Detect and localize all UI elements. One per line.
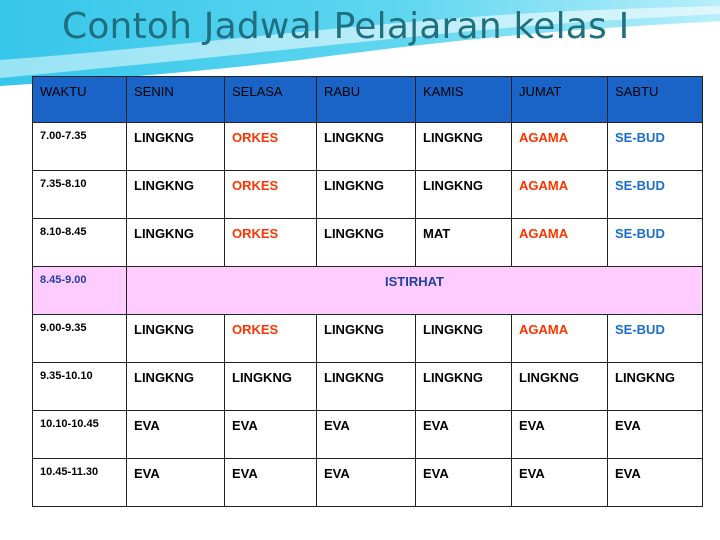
time-cell: 7.35-8.10	[33, 171, 127, 219]
cell-senin: LINGKNG	[127, 363, 225, 411]
cell-selasa: ORKES	[225, 219, 317, 267]
cell-rabu: EVA	[317, 411, 416, 459]
cell-selasa: ORKES	[225, 315, 317, 363]
cell-kamis: LINGKNG	[416, 315, 512, 363]
cell-kamis: LINGKNG	[416, 123, 512, 171]
time-cell: 10.10-10.45	[33, 411, 127, 459]
header-sabtu: SABTU	[608, 77, 703, 123]
schedule-table	[32, 76, 703, 507]
table-row	[33, 123, 703, 171]
cell-rabu: LINGKNG	[317, 123, 416, 171]
cell-rabu: LINGKNG	[317, 219, 416, 267]
cell-kamis: LINGKNG	[416, 171, 512, 219]
cell-jumat: EVA	[512, 459, 608, 507]
cell-sabtu: SE-BUD	[608, 123, 703, 171]
table-row	[33, 459, 703, 507]
header-selasa: SELASA	[225, 77, 317, 123]
cell-selasa: ORKES	[225, 123, 317, 171]
slide-title: Contoh Jadwal Pelajaran kelas I	[62, 6, 630, 47]
cell-sabtu: EVA	[608, 411, 703, 459]
cell-jumat: AGAMA	[512, 171, 608, 219]
table-row	[33, 363, 703, 411]
cell-selasa: ORKES	[225, 171, 317, 219]
cell-kamis: MAT	[416, 219, 512, 267]
cell-selasa: EVA	[225, 459, 317, 507]
cell-jumat: LINGKNG	[512, 363, 608, 411]
cell-senin: LINGKNG	[127, 123, 225, 171]
cell-senin: LINGKNG	[127, 315, 225, 363]
cell-sabtu: LINGKNG	[608, 363, 703, 411]
cell-senin: EVA	[127, 459, 225, 507]
break-row	[33, 267, 703, 315]
header-waktu: WAKTU	[33, 77, 127, 123]
header-kamis: KAMIS	[416, 77, 512, 123]
cell-rabu: EVA	[317, 459, 416, 507]
time-cell: 10.45-11.30	[33, 459, 127, 507]
table-row	[33, 219, 703, 267]
cell-rabu: LINGKNG	[317, 363, 416, 411]
cell-kamis: EVA	[416, 459, 512, 507]
time-cell: 8.10-8.45	[33, 219, 127, 267]
cell-sabtu: SE-BUD	[608, 219, 703, 267]
header-jumat: JUMAT	[512, 77, 608, 123]
cell-rabu: LINGKNG	[317, 315, 416, 363]
cell-senin: LINGKNG	[127, 219, 225, 267]
header-rabu: RABU	[317, 77, 416, 123]
break-label: ISTIRHAT	[127, 267, 703, 315]
cell-jumat: AGAMA	[512, 315, 608, 363]
cell-sabtu: EVA	[608, 459, 703, 507]
table-header-row	[33, 77, 703, 123]
cell-jumat: AGAMA	[512, 123, 608, 171]
table-row	[33, 171, 703, 219]
time-cell: 9.00-9.35	[33, 315, 127, 363]
cell-sabtu: SE-BUD	[608, 315, 703, 363]
cell-selasa: LINGKNG	[225, 363, 317, 411]
table-row	[33, 411, 703, 459]
header-senin: SENIN	[127, 77, 225, 123]
cell-sabtu: SE-BUD	[608, 171, 703, 219]
cell-kamis: EVA	[416, 411, 512, 459]
table-row	[33, 315, 703, 363]
cell-senin: LINGKNG	[127, 171, 225, 219]
cell-rabu: LINGKNG	[317, 171, 416, 219]
cell-kamis: LINGKNG	[416, 363, 512, 411]
cell-jumat: EVA	[512, 411, 608, 459]
time-cell: 8.45-9.00	[33, 267, 127, 315]
time-cell: 7.00-7.35	[33, 123, 127, 171]
cell-senin: EVA	[127, 411, 225, 459]
time-cell: 9.35-10.10	[33, 363, 127, 411]
cell-selasa: EVA	[225, 411, 317, 459]
cell-jumat: AGAMA	[512, 219, 608, 267]
